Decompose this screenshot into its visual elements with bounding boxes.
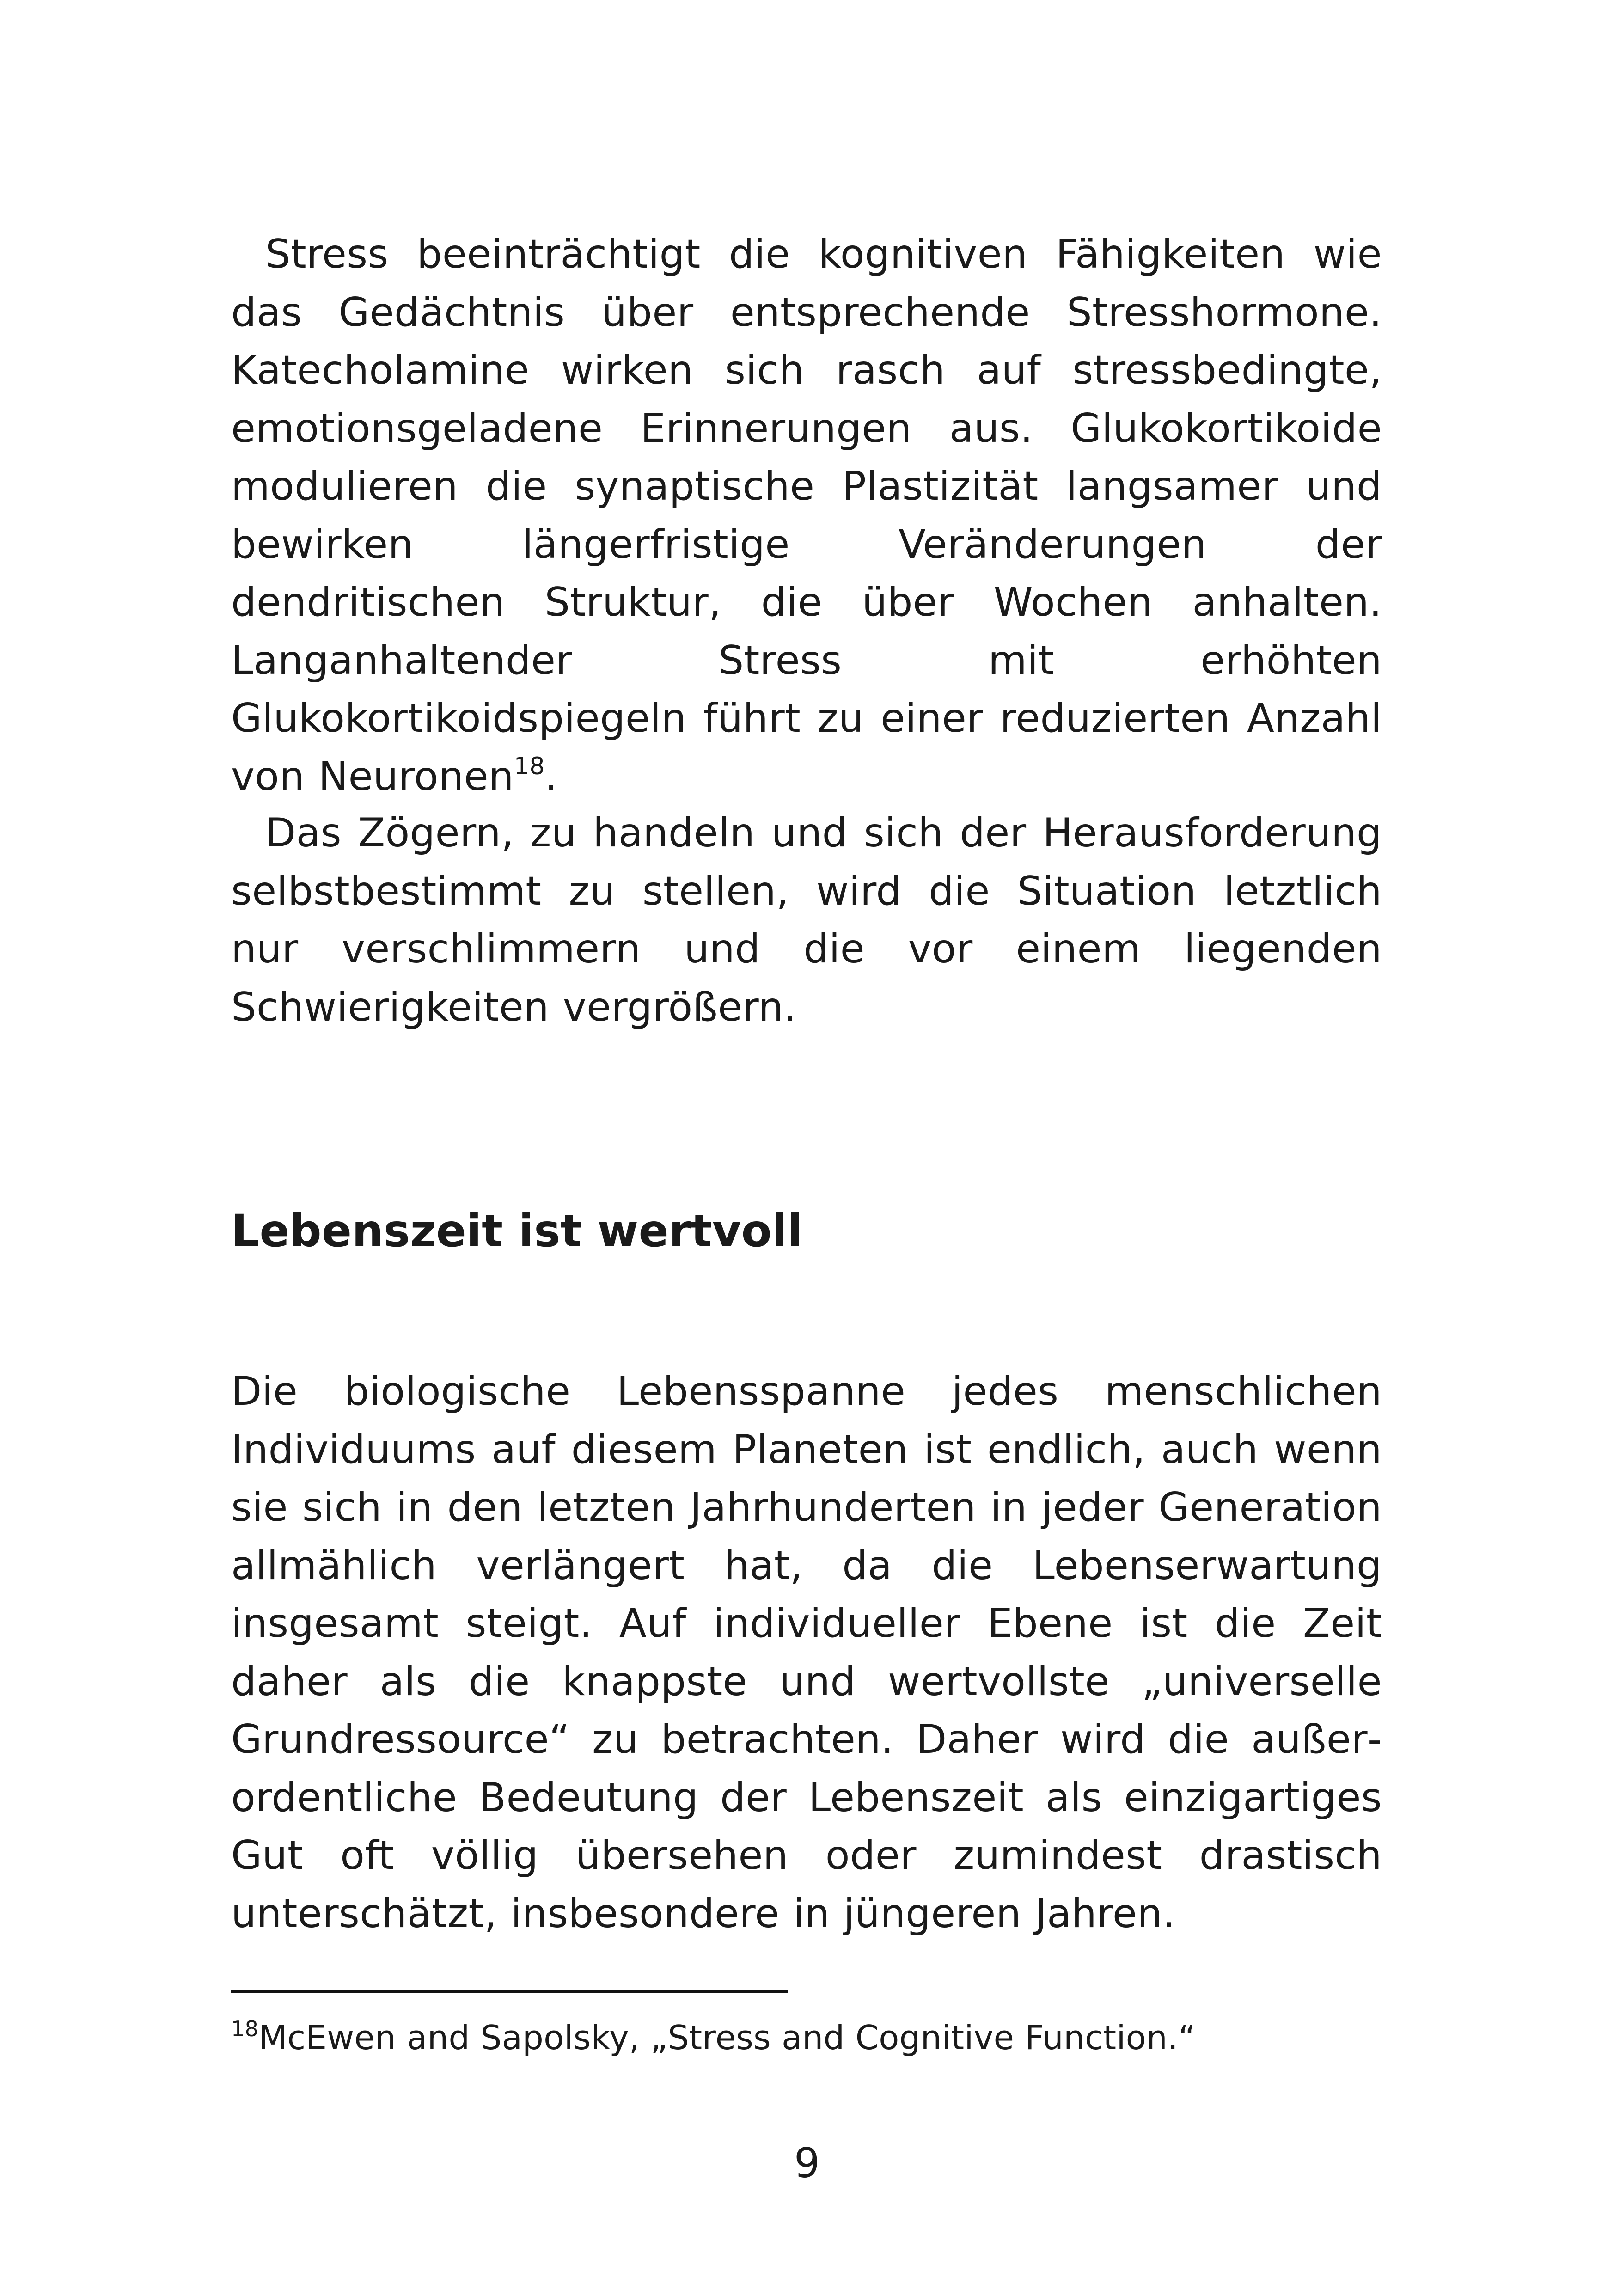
body-column-bottom: [231, 1363, 1382, 1943]
footnote-number: 18: [231, 2016, 259, 2041]
footnote-reference: 18: [514, 752, 545, 780]
footnote-separator: [231, 1990, 788, 1993]
footnote: [231, 2014, 1196, 2061]
paragraph-lebensspanne: Die biologische Lebensspanne jedes menschlichen Individuums auf diesem Planeten ist endlich, auch wenn sie sich in den letzten Jahrhunderten in jeder Generation allmählich verlängert hat, da die Lebenserwartung insgesamt steigt. Auf individueller Ebene ist die Zeit daher als die knappste und wertvollste „universelle Grundressource“ zu betrachten. Daher wird die außerordentliche Bedeutung der Lebenszeit als einzigartiges Gut oft völlig übersehen oder zumindest drastisch unterschätzt, insbesondere in jüngeren Jahren.: [231, 1368, 1382, 1937]
page-number: 9: [794, 2139, 820, 2187]
paragraph-zoegern: Das Zögern, zu handeln und sich der Herausforderung selbstbestimmt zu stellen, wird die Situation letztlich nur verschlimmern und die vor einem liegenden Schwierigkeiten vergrößern.: [231, 810, 1382, 1030]
paragraph-stress-text: Stress beeinträchtigt die kognitiven Fähigkeiten wie das Gedächtnis über entsprechende Stresshormone. Katecholamine wirken sich rasch auf stressbedingte, emotionsgeladene Erinnerungen aus. Glukokortikoide modulieren die synaptische Plastizität langsamer und bewirken längerfristige Veränderungen der dendritischen Struktur, die über Wochen anhalten. Langanhaltender Stress mit erhöhten Glukokortikoidspiegeln führt zu einer reduzierten Anzahl von Neuronen: [231, 231, 1382, 800]
footnote-text: McEwen and Sapolsky, „Stress and Cognitive Function.“: [258, 2018, 1196, 2057]
body-column-top: [231, 226, 1382, 806]
paragraph-stress: [231, 226, 1382, 806]
body-column-middle: [231, 804, 1382, 1036]
section-heading: Lebenszeit ist wertvoll: [231, 1205, 803, 1257]
paragraph-stress-end: .: [544, 753, 558, 800]
